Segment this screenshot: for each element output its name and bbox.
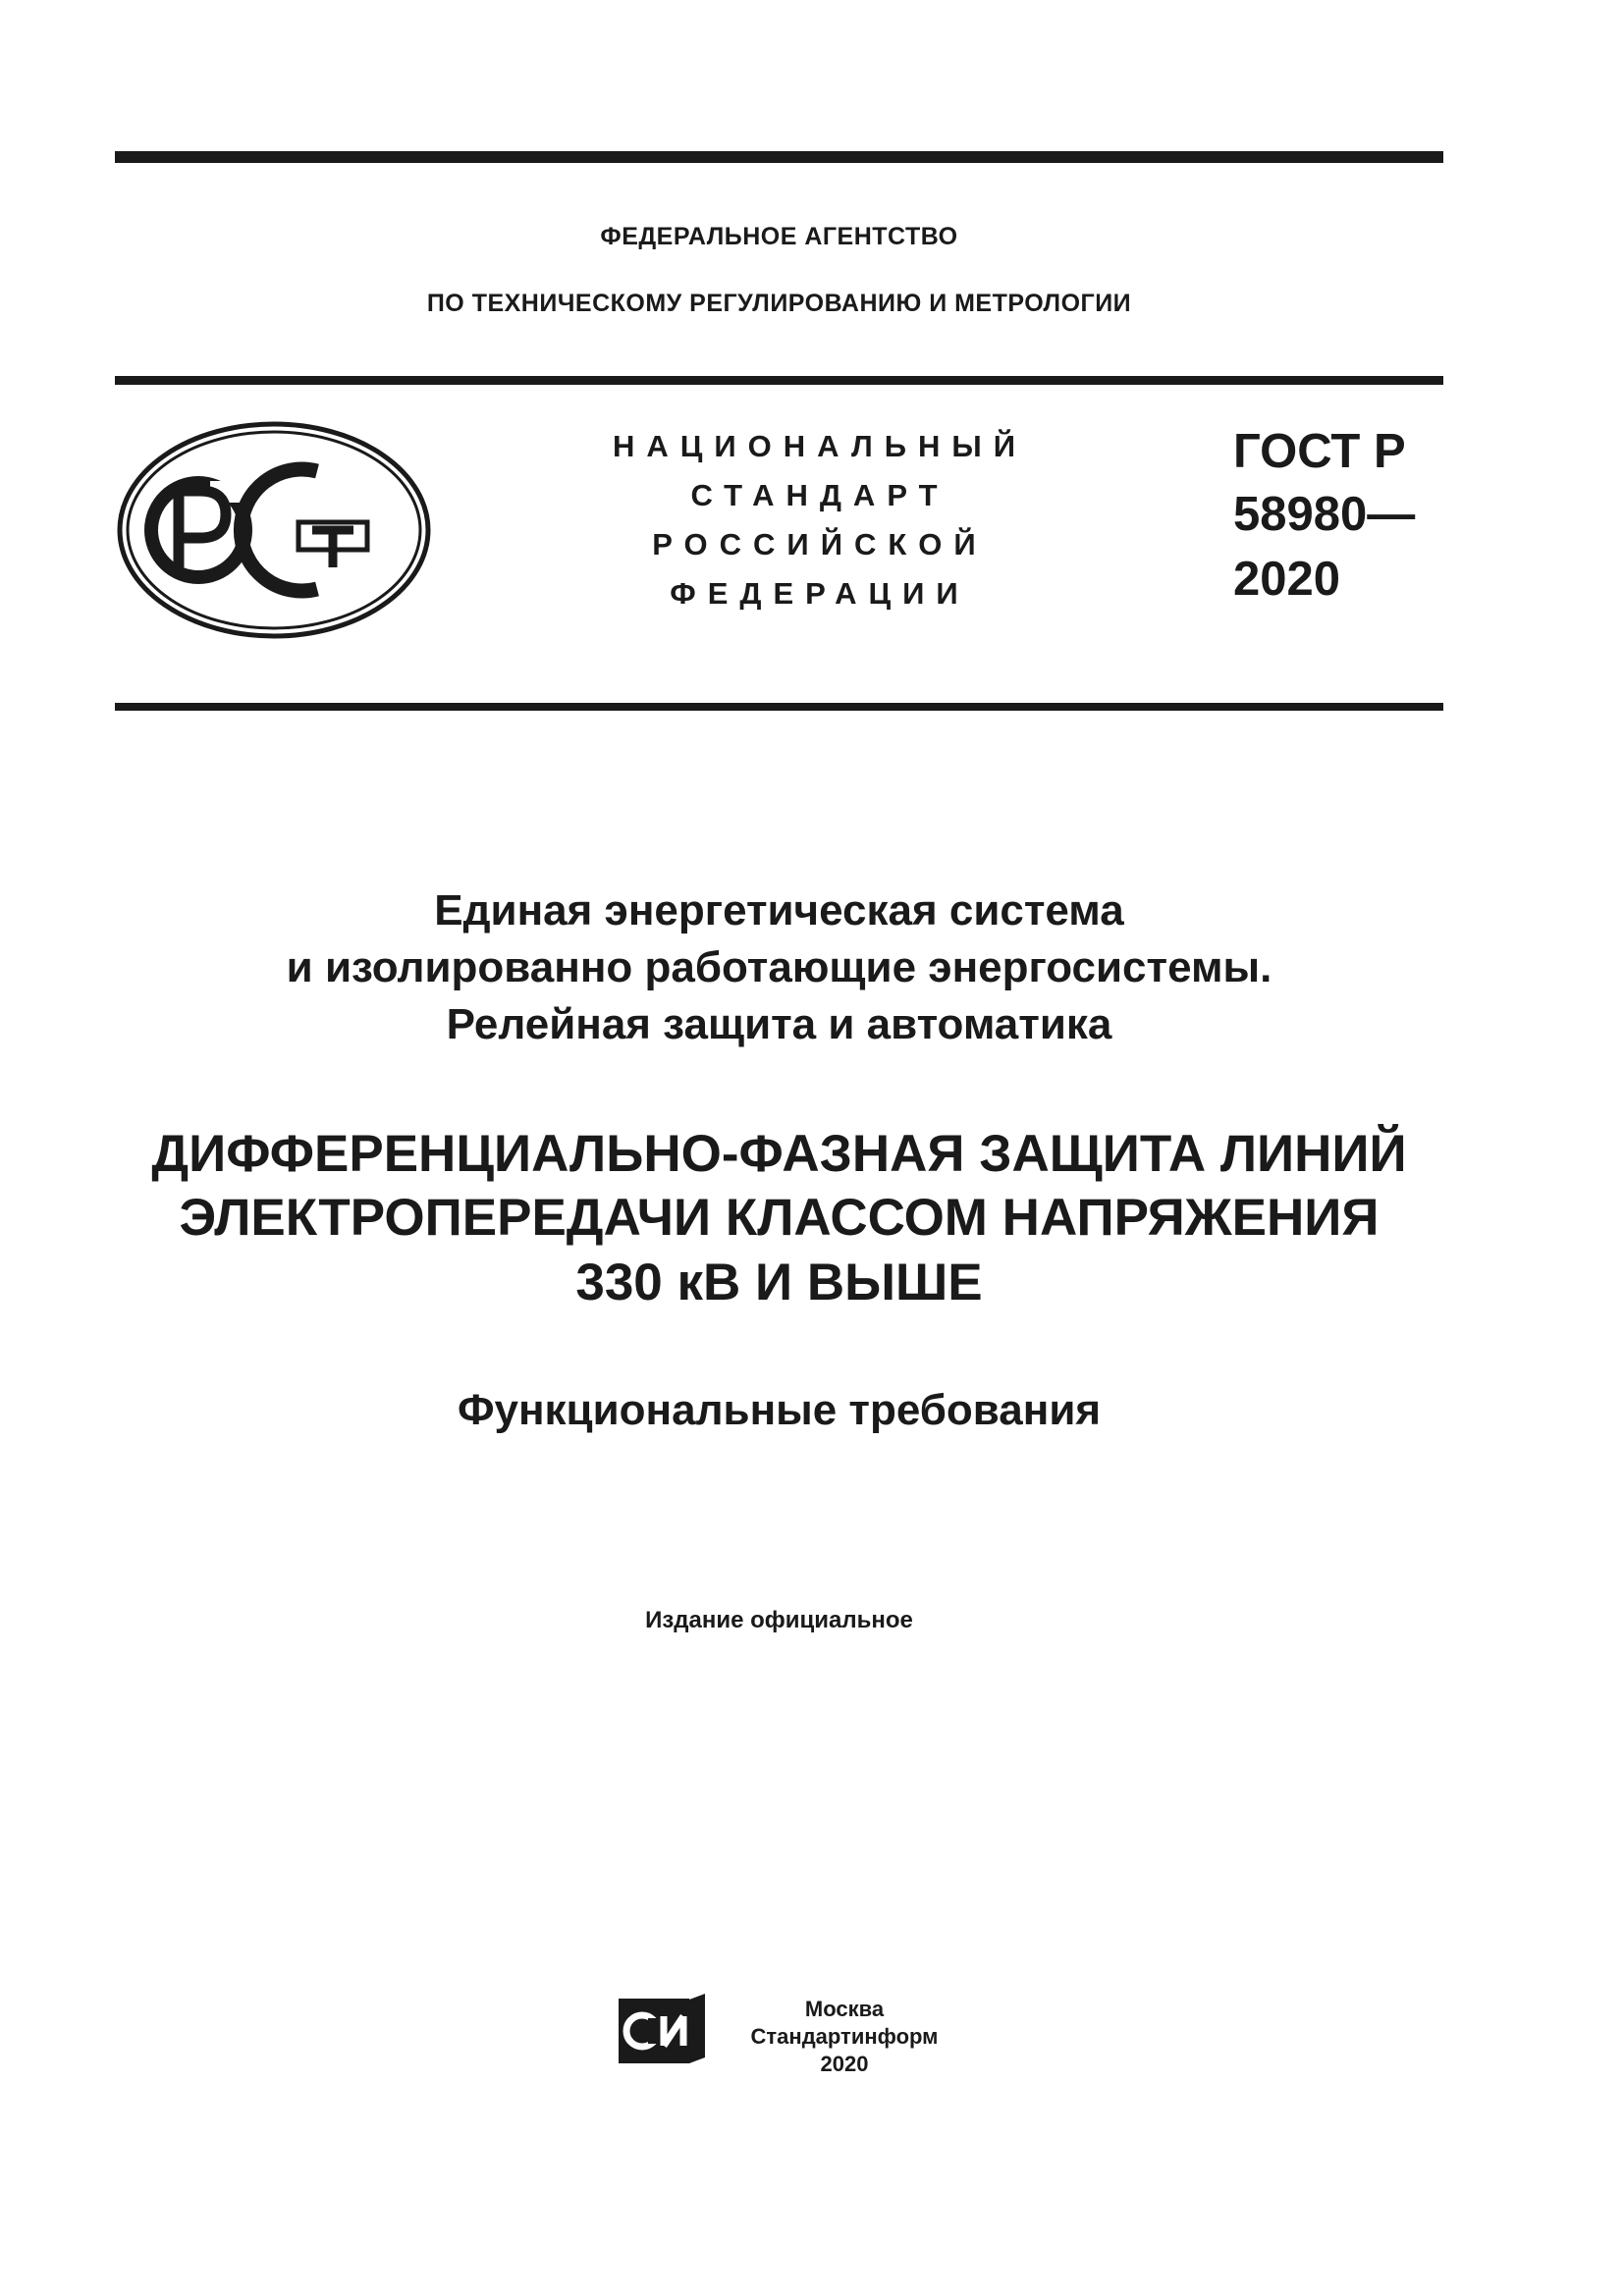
document-title-line-1: ДИФФЕРЕНЦИАЛЬНО-ФАЗНАЯ ЗАЩИТА ЛИНИЙ xyxy=(151,1125,1407,1183)
series-title-line-3: Релейная защита и автоматика xyxy=(446,1000,1112,1048)
publication-year: 2020 xyxy=(820,2052,869,2076)
publisher-city: Москва xyxy=(804,1997,885,2021)
national-standard-line-1: НАЦИОНАЛЬНЫЙ xyxy=(612,429,1028,463)
gost-designation-line-3: 2020 xyxy=(1233,553,1341,606)
series-title-line-1: Единая энергетическая система xyxy=(434,886,1124,934)
national-standard-line-2: СТАНДАРТ xyxy=(690,478,949,512)
agency-name-line-1: ФЕДЕРАЛЬНОЕ АГЕНТСТВО xyxy=(600,223,958,250)
publisher-name: Стандартинформ xyxy=(750,2024,939,2049)
document-title-line-3: 330 кВ И ВЫШЕ xyxy=(575,1254,983,1311)
middle-rule xyxy=(115,376,1443,385)
rst-certification-mark-icon xyxy=(116,420,432,640)
gost-designation-line-2: 58980— xyxy=(1233,488,1416,541)
standartinform-logo-icon xyxy=(615,1991,711,2071)
national-standard-line-3: РОССИЙСКОЙ xyxy=(652,527,988,561)
top-rule xyxy=(115,151,1443,163)
document-subtitle: Функциональные требования xyxy=(457,1386,1102,1434)
series-title-line-2: и изолированно работающие энергосистемы. xyxy=(286,943,1272,991)
national-standard-line-4: ФЕДЕРАЦИИ xyxy=(670,576,970,611)
agency-name-line-2: ПО ТЕХНИЧЕСКОМУ РЕГУЛИРОВАНИЮ И МЕТРОЛОГИИ xyxy=(426,290,1132,317)
gost-designation-line-1: ГОСТ Р xyxy=(1233,425,1406,478)
edition-note: Издание официальное xyxy=(645,1607,913,1633)
lower-rule xyxy=(115,703,1443,711)
document-title-line-2: ЭЛЕКТРОПЕРЕДАЧИ КЛАССОМ НАПРЯЖЕНИЯ xyxy=(179,1189,1380,1247)
